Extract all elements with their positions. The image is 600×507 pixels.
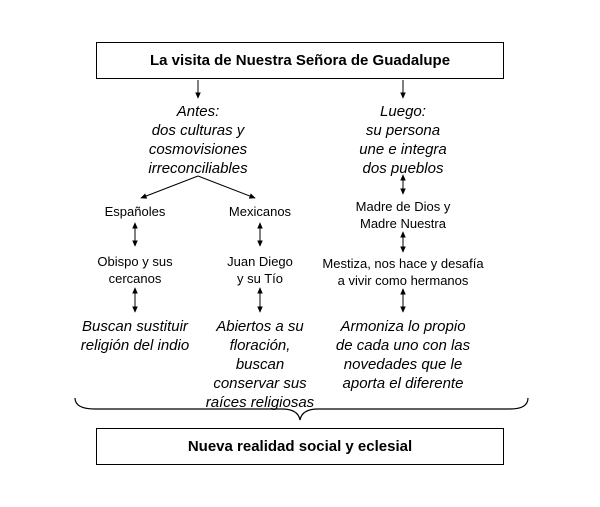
- espanoles-actors-line: Obispo y sus: [97, 254, 173, 269]
- mexicanos-action-line: conservar sus: [213, 375, 307, 392]
- title-text: La visita de Nuestra Señora de Guadalupe: [149, 52, 451, 69]
- mexicanos-action: [190, 317, 330, 412]
- antes-heading: Antes:: [176, 103, 220, 120]
- espanoles-actors-line: cercanos: [108, 271, 162, 286]
- espanoles-action-line: Buscan sustituir: [82, 318, 188, 335]
- espanoles-action: [60, 317, 210, 355]
- result-box: [96, 428, 504, 465]
- armoniza-line: aporta el diferente: [342, 375, 464, 392]
- luego-line: dos pueblos: [362, 160, 444, 177]
- antes-block: [98, 102, 298, 178]
- arrow-fork-mexicanos: [198, 176, 255, 198]
- espanoles-actors: [75, 253, 195, 287]
- mexicanos-action-line: raíces religiosas: [205, 394, 315, 411]
- luego-line: su persona: [365, 122, 441, 139]
- mexicanos-action-line: buscan: [235, 356, 285, 373]
- mexicanos-actors-line: y su Tío: [236, 271, 283, 286]
- madre-block: [333, 198, 473, 232]
- arrow-fork-espanoles: [141, 176, 198, 198]
- armoniza-line: de cada uno con las: [335, 337, 471, 354]
- mexicanos-action-line: Abiertos a su: [216, 318, 304, 335]
- luego-heading: Luego:: [380, 103, 426, 120]
- luego-line: une e integra: [359, 141, 447, 158]
- mexicanos-label: Mexicanos: [228, 204, 292, 219]
- mestiza-block: [318, 255, 488, 289]
- mexicanos-action-line: floración,: [229, 337, 291, 354]
- antes-line: dos culturas y: [151, 122, 245, 139]
- espanoles-action-line: religión del indio: [80, 337, 190, 354]
- armoniza-line: Armoniza lo propio: [340, 318, 466, 335]
- mestiza-line: Mestiza, nos hace y desafía: [322, 256, 484, 271]
- armoniza-block: [328, 317, 478, 393]
- title-box: [96, 42, 504, 79]
- espanoles-label: Españoles: [104, 204, 166, 219]
- result-text: Nueva realidad social y eclesial: [187, 438, 413, 455]
- mexicanos-actors-line: Juan Diego: [227, 254, 293, 269]
- armoniza-line: novedades que le: [343, 356, 463, 373]
- madre-line: Madre de Dios y: [355, 199, 451, 214]
- mestiza-line: a vivir como hermanos: [337, 273, 469, 288]
- madre-line: Madre Nuestra: [360, 216, 446, 231]
- antes-line: cosmovisiones: [148, 141, 248, 158]
- antes-line: irreconciliables: [148, 160, 248, 177]
- mexicanos-actors: [200, 253, 320, 287]
- luego-block: [303, 102, 503, 178]
